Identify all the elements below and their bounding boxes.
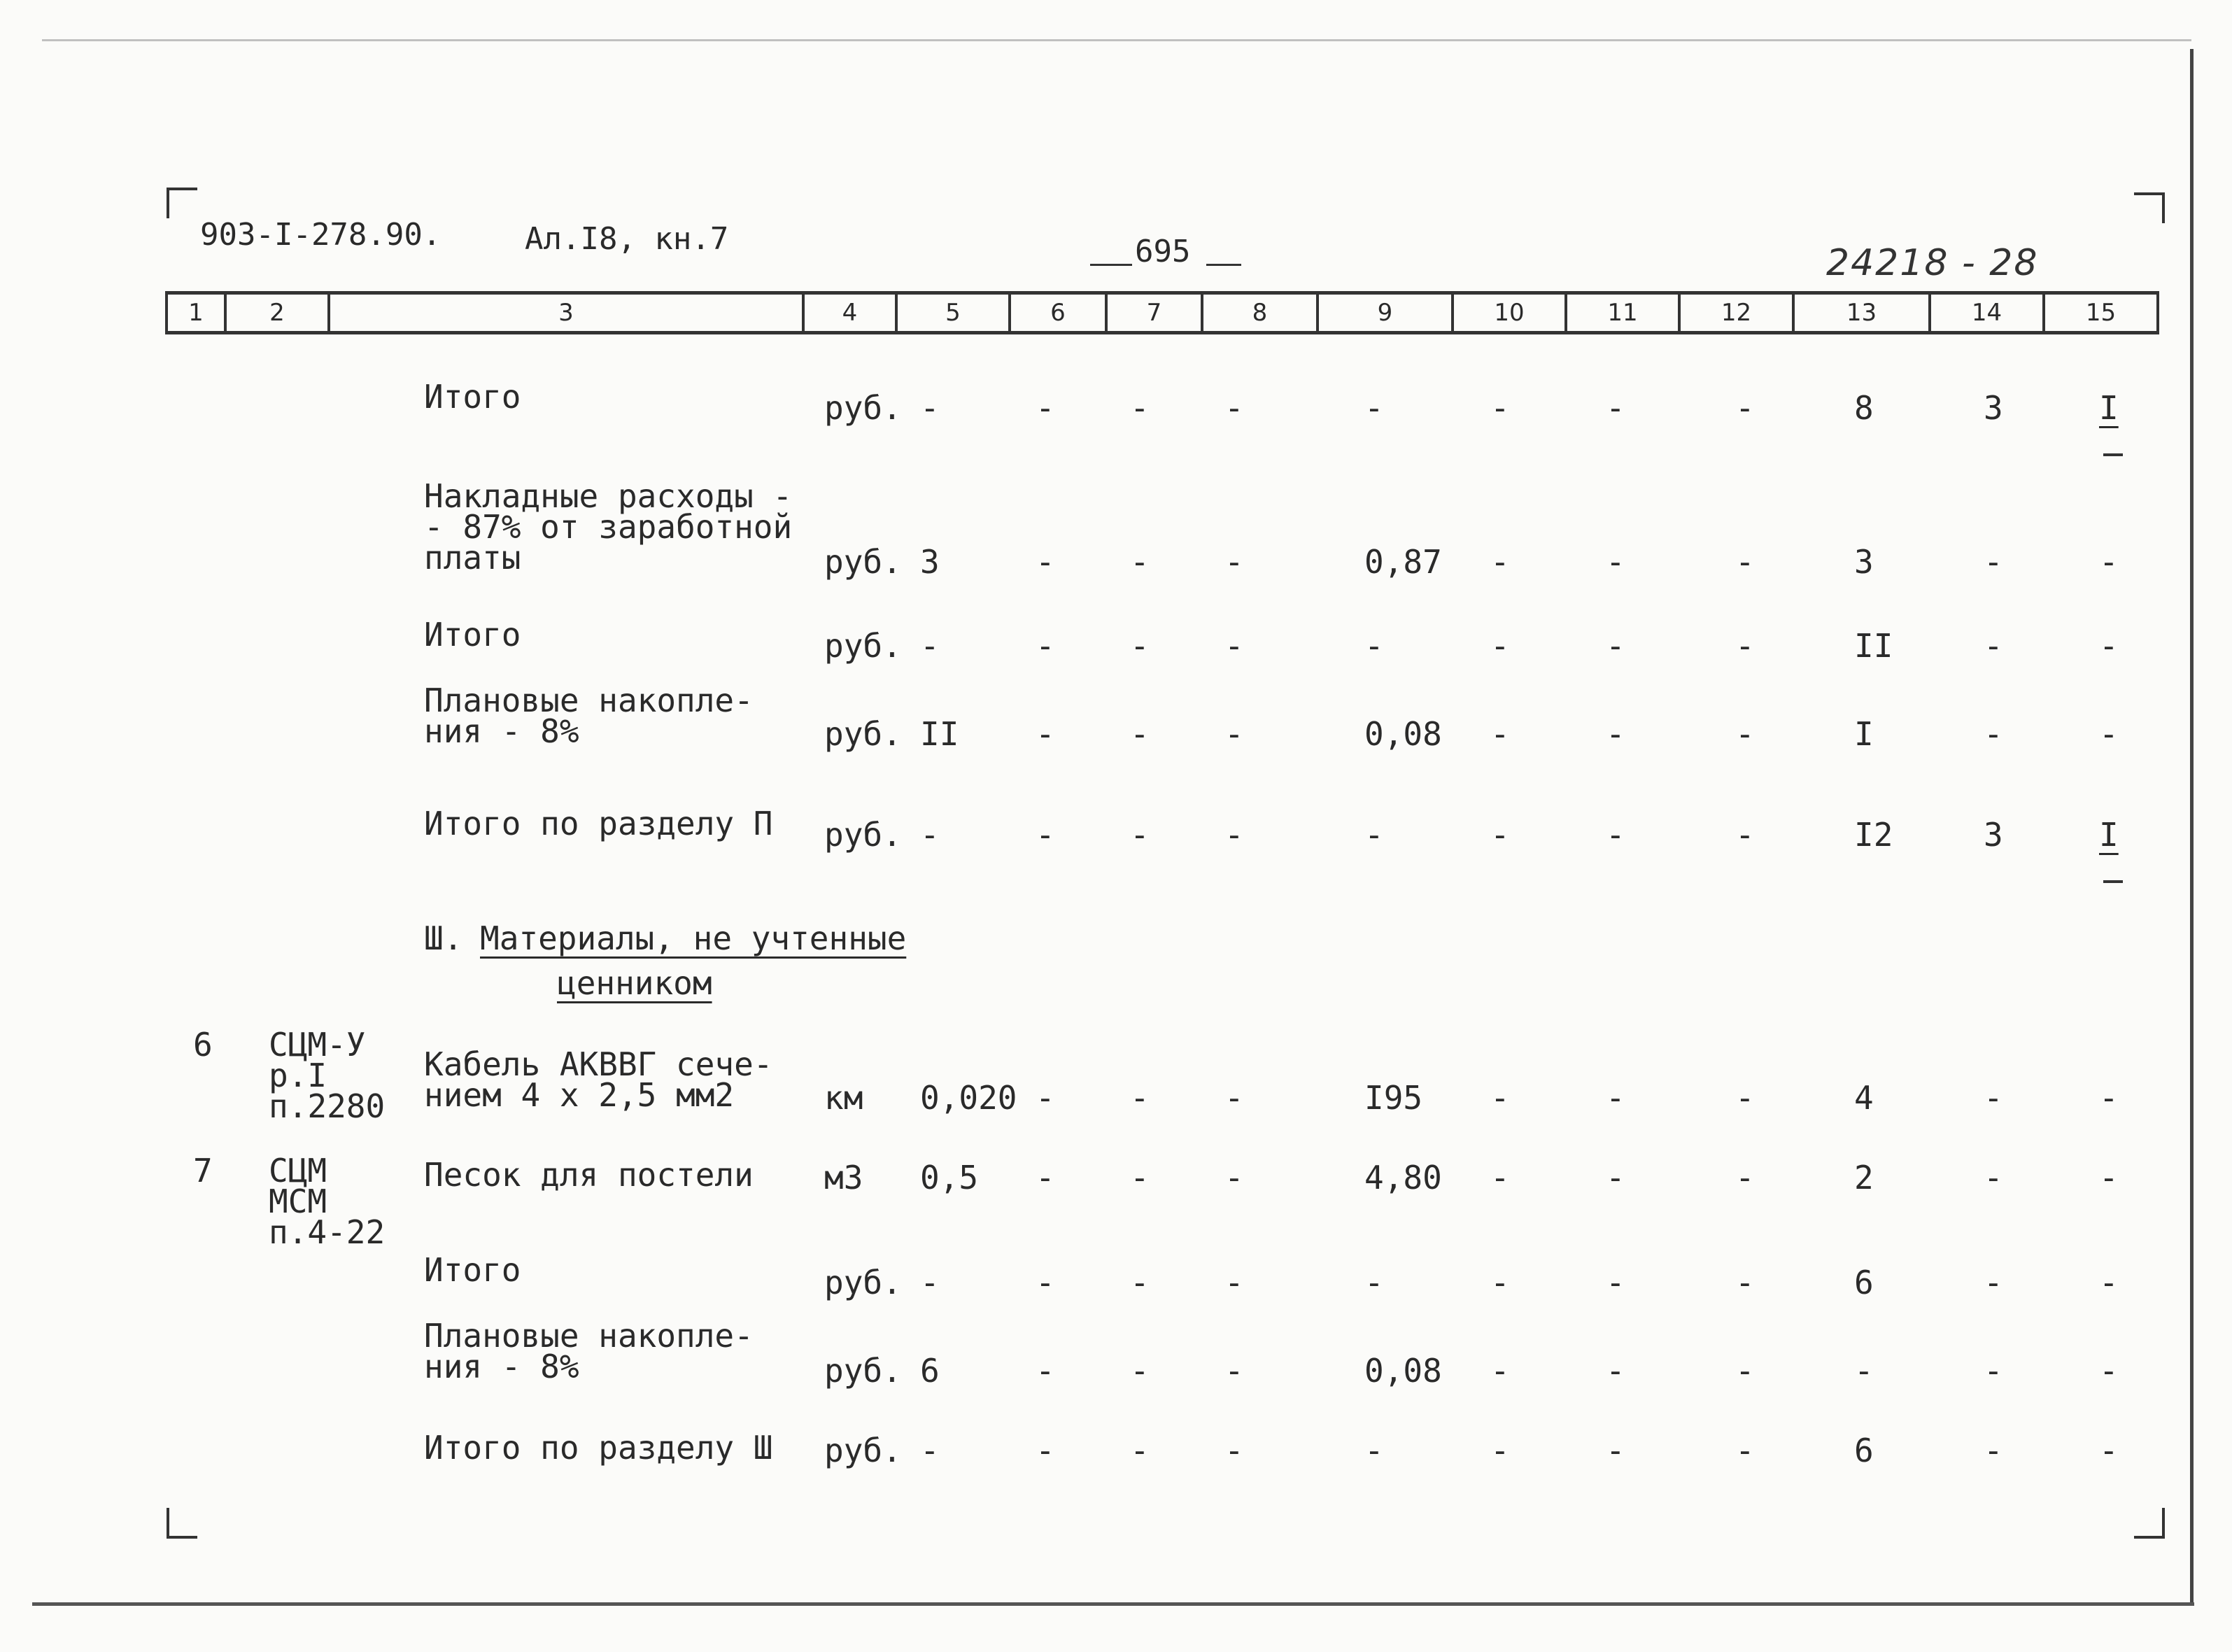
value-cell-col11: -: [1606, 1432, 1625, 1469]
page-number-line-left: [1090, 264, 1132, 266]
value-cell-col7: -: [1130, 1159, 1150, 1196]
value-cell-col13: I: [1854, 715, 1874, 753]
column-number-cell: 14: [1928, 295, 2042, 331]
value-cell-col5: 6: [920, 1352, 940, 1390]
unit-cell: км: [824, 1079, 863, 1117]
unit-cell: руб.: [824, 389, 902, 427]
value-cell-col12: -: [1735, 1352, 1755, 1390]
sub-dash-mark: [2103, 880, 2123, 883]
price-reference-line: СЦМ: [269, 1152, 327, 1189]
value-cell-col10: -: [1490, 543, 1510, 581]
value-cell-col14: -: [1984, 715, 2003, 753]
item-name-line: Итого: [424, 616, 521, 654]
album-ref: Ал.I8, кн.7: [525, 221, 729, 257]
sub-dash-mark: [2103, 453, 2123, 456]
value-cell-col13: 3: [1854, 543, 1874, 581]
value-cell-col11: -: [1606, 1079, 1625, 1117]
value-cell-col12: -: [1735, 543, 1755, 581]
value-cell-col11: -: [1606, 389, 1625, 427]
value-cell-col5: 0,5: [920, 1159, 979, 1196]
value-cell-col9: 4,80: [1364, 1159, 1442, 1196]
value-cell-col9: 0,87: [1364, 543, 1442, 581]
item-name-line: - 87% от заработной: [424, 508, 793, 546]
value-cell-col12: -: [1735, 1079, 1755, 1117]
column-number-cell: 3: [327, 295, 802, 331]
value-cell-col9: -: [1364, 1432, 1384, 1469]
item-name-line: платы: [424, 539, 521, 577]
corner-mark-top-left: [167, 188, 197, 218]
price-reference-line: СЦМ-У: [269, 1026, 366, 1064]
value-cell-col10: -: [1490, 1264, 1510, 1301]
price-reference-line: п.4-22: [269, 1213, 386, 1251]
value-cell-col14: -: [1984, 1432, 2003, 1469]
value-cell-col13: II: [1854, 627, 1893, 665]
value-cell-col8: -: [1224, 1264, 1244, 1301]
value-cell-col8: -: [1224, 543, 1244, 581]
column-number-cell: 8: [1201, 295, 1316, 331]
column-number-cell: 2: [224, 295, 327, 331]
corner-mark-bottom-left: [167, 1508, 197, 1539]
value-cell-col9: -: [1364, 627, 1384, 665]
value-cell-col5: -: [920, 1264, 940, 1301]
value-cell-col5: 3: [920, 543, 940, 581]
value-cell-col10: -: [1490, 1079, 1510, 1117]
value-cell-col10: -: [1490, 715, 1510, 753]
value-cell-col7: -: [1130, 627, 1150, 665]
value-cell-col9: -: [1364, 389, 1384, 427]
value-cell-col8: -: [1224, 715, 1244, 753]
value-cell-col15: -: [2099, 1352, 2119, 1390]
column-number-header: [165, 291, 2159, 334]
value-cell-col14: 3: [1984, 816, 2003, 854]
value-cell-col6: -: [1036, 1432, 1055, 1469]
section-numeral: Ш.: [424, 919, 463, 957]
unit-cell: руб.: [824, 543, 902, 581]
unit-cell: руб.: [824, 715, 902, 753]
value-cell-col13: 4: [1854, 1079, 1874, 1117]
value-cell-col6: -: [1036, 627, 1055, 665]
value-cell-col5: 0,020: [920, 1079, 1017, 1117]
value-cell-col12: -: [1735, 389, 1755, 427]
section-title-line2: ценником: [557, 964, 712, 1002]
item-name-line: ния - 8%: [424, 712, 579, 750]
value-cell-col9: 0,08: [1364, 715, 1442, 753]
value-cell-col13: 2: [1854, 1159, 1874, 1196]
value-cell-col5: -: [920, 1432, 940, 1469]
value-cell-col14: -: [1984, 1352, 2003, 1390]
item-name-line: Кабель АКВВГ сече-: [424, 1045, 773, 1083]
value-cell-col12: -: [1735, 1264, 1755, 1301]
value-cell-col13: I2: [1854, 816, 1893, 854]
page-number-line-right: [1206, 264, 1241, 266]
price-reference-line: п.2280: [269, 1087, 386, 1125]
value-cell-col8: -: [1224, 1159, 1244, 1196]
column-number-cell: 13: [1792, 295, 1928, 331]
value-cell-col12: -: [1735, 1159, 1755, 1196]
page-number: 695: [1135, 234, 1191, 269]
value-cell-col10: -: [1490, 1432, 1510, 1469]
sheet-bottom-edge: [32, 1602, 2194, 1606]
column-number-cell: 5: [895, 295, 1008, 331]
value-cell-col8: -: [1224, 389, 1244, 427]
column-number-cell: 4: [802, 295, 895, 331]
value-cell-col7: -: [1130, 543, 1150, 581]
value-cell-col6: -: [1036, 1264, 1055, 1301]
value-cell-col6: -: [1036, 1352, 1055, 1390]
value-cell-col10: -: [1490, 627, 1510, 665]
value-cell-col13: 6: [1854, 1432, 1874, 1469]
column-number-cell: 11: [1564, 295, 1678, 331]
price-reference-line: МСМ: [269, 1182, 327, 1220]
value-cell-col15: -: [2099, 715, 2119, 753]
unit-cell: руб.: [824, 1432, 902, 1469]
value-cell-col13: 6: [1854, 1264, 1874, 1301]
value-cell-col12: -: [1735, 1432, 1755, 1469]
item-name-line: ния - 8%: [424, 1348, 579, 1385]
value-cell-col15: -: [2099, 1079, 2119, 1117]
value-cell-col7: -: [1130, 1432, 1150, 1469]
item-name-line: Итого: [424, 1251, 521, 1289]
value-cell-col12: -: [1735, 627, 1755, 665]
item-name-line: Песок для постели: [424, 1156, 754, 1194]
value-cell-col14: -: [1984, 627, 2003, 665]
column-number-cell: 9: [1316, 295, 1451, 331]
column-number-cell: 1: [165, 295, 224, 331]
row-number: 7: [193, 1152, 213, 1189]
value-cell-col14: -: [1984, 1264, 2003, 1301]
value-cell-col15: -: [2099, 627, 2119, 665]
item-name-line: Итого по разделу Ш: [424, 1429, 773, 1467]
value-cell-col8: -: [1224, 627, 1244, 665]
value-cell-col7: -: [1130, 1079, 1150, 1117]
value-cell-col11: -: [1606, 1159, 1625, 1196]
value-cell-col10: -: [1490, 1159, 1510, 1196]
item-name-line: Итого: [424, 378, 521, 416]
value-cell-col12: -: [1735, 715, 1755, 753]
value-cell-col8: -: [1224, 1432, 1244, 1469]
value-cell-col7: -: [1130, 1264, 1150, 1301]
value-cell-col15: -: [2099, 543, 2119, 581]
value-cell-col7: -: [1130, 389, 1150, 427]
column-number-cell: 6: [1008, 295, 1105, 331]
unit-cell: руб.: [824, 1352, 902, 1390]
row-number: 6: [193, 1026, 213, 1064]
unit-cell: руб.: [824, 1264, 902, 1301]
item-name-line: Плановые накопле-: [424, 1317, 754, 1355]
value-cell-col7: -: [1130, 715, 1150, 753]
value-cell-col14: -: [1984, 1159, 2003, 1196]
value-cell-col9: -: [1364, 1264, 1384, 1301]
column-number-cell: 10: [1451, 295, 1564, 331]
value-cell-col5: -: [920, 816, 940, 854]
value-cell-col13: 8: [1854, 389, 1874, 427]
value-cell-col11: -: [1606, 543, 1625, 581]
handwritten-reference: 24218 - 28: [1826, 242, 2039, 284]
value-cell-col15: I: [2099, 389, 2119, 427]
value-cell-col8: -: [1224, 1352, 1244, 1390]
value-cell-col6: -: [1036, 543, 1055, 581]
price-reference-line: р.I: [269, 1057, 327, 1094]
item-name-line: Плановые накопле-: [424, 682, 754, 719]
value-cell-col14: 3: [1984, 389, 2003, 427]
value-cell-col6: -: [1036, 715, 1055, 753]
value-cell-col15: I: [2099, 816, 2119, 854]
value-cell-col9: -: [1364, 816, 1384, 854]
value-cell-col9: I95: [1364, 1079, 1423, 1117]
value-cell-col5: II: [920, 715, 959, 753]
sheet-right-edge: [2190, 49, 2194, 1606]
value-cell-col8: -: [1224, 1079, 1244, 1117]
unit-cell: руб.: [824, 627, 902, 665]
value-cell-col11: -: [1606, 1264, 1625, 1301]
value-cell-col8: -: [1224, 816, 1244, 854]
value-cell-col10: -: [1490, 389, 1510, 427]
value-cell-col6: -: [1036, 1079, 1055, 1117]
value-cell-col15: -: [2099, 1159, 2119, 1196]
value-cell-col11: -: [1606, 627, 1625, 665]
value-cell-col12: -: [1735, 816, 1755, 854]
unit-cell: м3: [824, 1159, 863, 1196]
value-cell-col11: -: [1606, 1352, 1625, 1390]
value-cell-col5: -: [920, 389, 940, 427]
doc-code: 903-I-278.90.: [200, 217, 442, 253]
value-cell-col15: -: [2099, 1432, 2119, 1469]
value-cell-col6: -: [1036, 816, 1055, 854]
value-cell-col6: -: [1036, 1159, 1055, 1196]
value-cell-col10: -: [1490, 1352, 1510, 1390]
value-cell-col10: -: [1490, 816, 1510, 854]
column-number-cell: 15: [2042, 295, 2159, 331]
corner-mark-bottom-right: [2134, 1508, 2165, 1539]
value-cell-col5: -: [920, 627, 940, 665]
corner-mark-top-right: [2134, 192, 2165, 223]
value-cell-col6: -: [1036, 389, 1055, 427]
column-number-cell: 7: [1105, 295, 1201, 331]
item-name-line: Итого по разделу П: [424, 805, 773, 842]
sheet-top-edge: [42, 39, 2191, 41]
column-number-cell: 12: [1678, 295, 1792, 331]
value-cell-col11: -: [1606, 816, 1625, 854]
value-cell-col7: -: [1130, 1352, 1150, 1390]
item-name-line: нием 4 х 2,5 мм2: [424, 1076, 735, 1114]
value-cell-col14: -: [1984, 1079, 2003, 1117]
value-cell-col9: 0,08: [1364, 1352, 1442, 1390]
value-cell-col11: -: [1606, 715, 1625, 753]
value-cell-col7: -: [1130, 816, 1150, 854]
item-name-line: Накладные расходы -: [424, 477, 793, 515]
value-cell-col13: -: [1854, 1352, 1874, 1390]
value-cell-col15: -: [2099, 1264, 2119, 1301]
value-cell-col14: -: [1984, 543, 2003, 581]
section-title-line1: Материалы, не учтенные: [480, 919, 907, 957]
unit-cell: руб.: [824, 816, 902, 854]
